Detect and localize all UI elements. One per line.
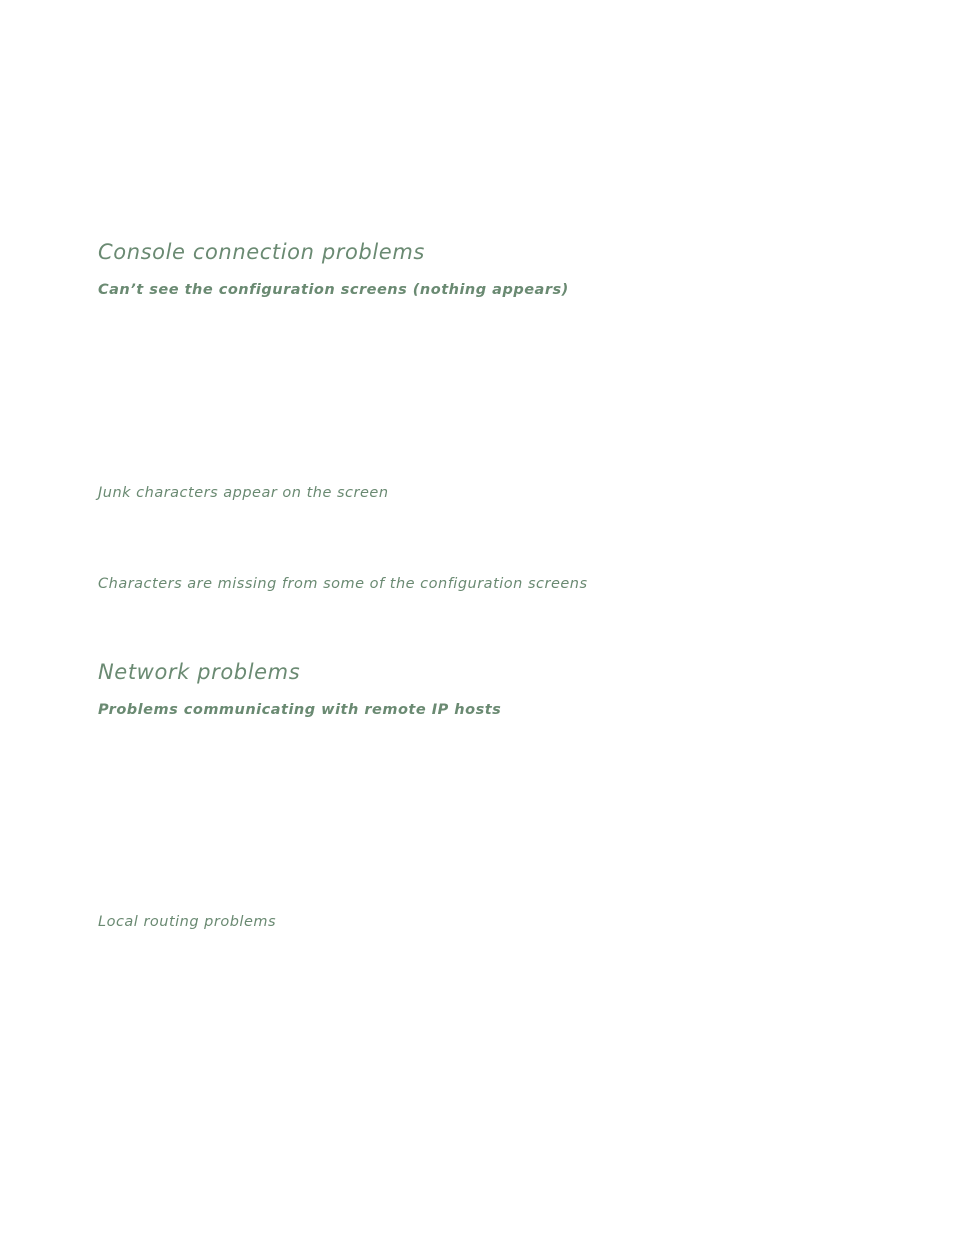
section-heading-network-problems: Network problems (98, 660, 301, 684)
subheading-characters-missing: Characters are missing from some of the configuration screens (98, 576, 588, 592)
section-heading-console-connection-problems: Console connection problems (98, 240, 425, 264)
subheading-cant-see-configuration-screens: Can’t see the configuration screens (nothing appears) (98, 282, 569, 298)
subheading-local-routing-problems: Local routing problems (98, 914, 277, 930)
subheading-remote-ip-hosts: Problems communicating with remote IP hosts (98, 702, 502, 718)
subheading-junk-characters: Junk characters appear on the screen (98, 485, 389, 501)
